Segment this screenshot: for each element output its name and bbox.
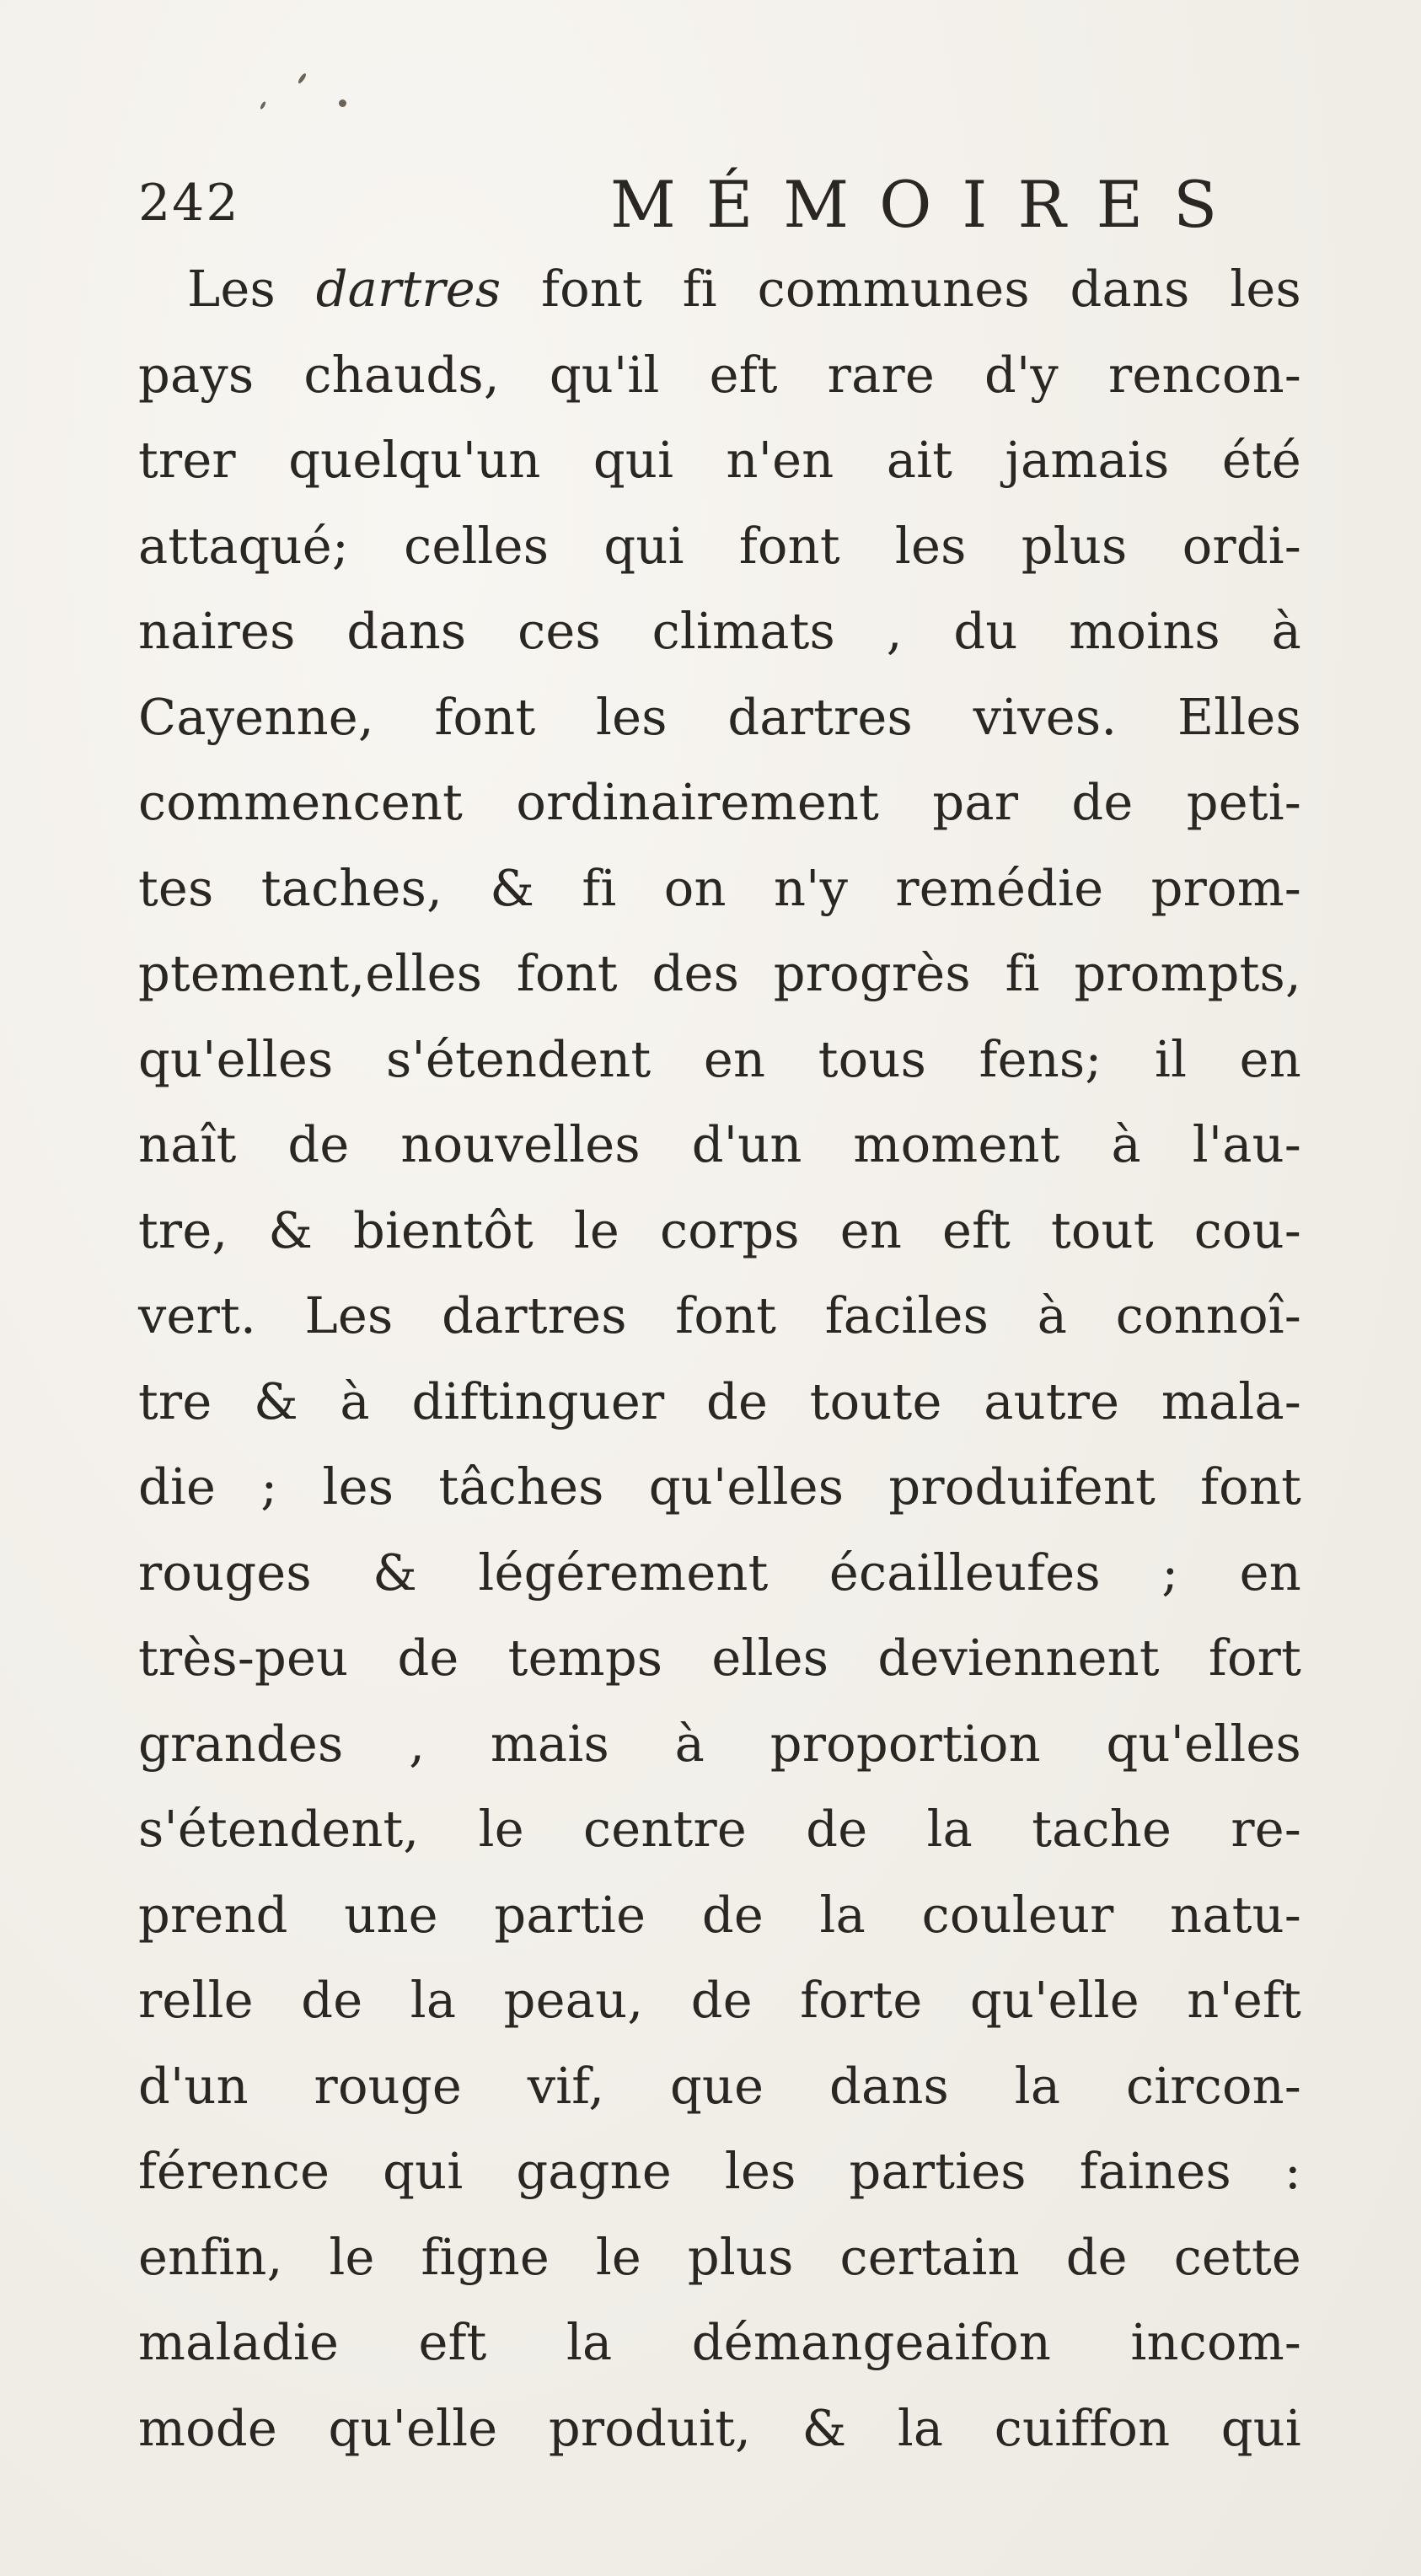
page-header xyxy=(138,158,1248,251)
running-head: MÉMOIRES xyxy=(610,167,1248,242)
text-line: tre, & bientôt le corps en eft tout cou- xyxy=(138,1200,1301,1259)
text-line: d'un rouge vif, que dans la circon- xyxy=(138,2056,1301,2115)
text-fragment: Les xyxy=(187,260,316,318)
text-line: pays chauds, qu'il eft rare d'y rencon- xyxy=(138,345,1301,404)
text-line: tes taches, & fi on n'y remédie prom- xyxy=(138,858,1301,917)
text-line: mode qu'elle produit, & la cuiffon qui xyxy=(138,2398,1301,2457)
text-line: naît de nouvelles d'un moment à l'au- xyxy=(138,1115,1301,1173)
text-line: prend une partie de la couleur natu- xyxy=(138,1885,1301,1944)
text-line: naires dans ces climats , du moins à xyxy=(138,602,1301,660)
text-line: relle de la peau, de forte qu'elle n'eft xyxy=(138,1971,1301,2029)
text-line: die ; les tâches qu'elles produifent font xyxy=(138,1457,1301,1516)
ink-speck xyxy=(260,101,266,110)
text-line: s'étendent, le centre de la tache re- xyxy=(138,1800,1301,1858)
ink-speck xyxy=(339,99,346,107)
text-line xyxy=(138,246,1301,332)
text-line: ptement,elles font des progrès fi prompts, xyxy=(138,944,1301,1002)
italic-term: dartres xyxy=(315,260,501,318)
page-number: 242 xyxy=(138,174,240,233)
body-text xyxy=(138,246,1301,2471)
text-line: attaqué; celles qui font les plus ordi- xyxy=(138,516,1301,575)
ink-speck xyxy=(297,72,307,84)
text-line: commencent ordinairement par de peti- xyxy=(138,773,1301,831)
text-line: rouges & légérement écailleufes ; en xyxy=(138,1543,1301,1602)
text-line: trer quelqu'un qui n'en ait jamais été xyxy=(138,431,1301,489)
text-line: très-peu de temps elles deviennent fort xyxy=(138,1629,1301,1687)
text-line: maladie eft la démangeaifon incom- xyxy=(138,2313,1301,2371)
text-line: tre & à diftinguer de toute autre mala- xyxy=(138,1371,1301,1430)
text-line: enfin, le figne le plus certain de cette xyxy=(138,2227,1301,2286)
text-line: vert. Les dartres font faciles à connoî- xyxy=(138,1286,1301,1344)
text-line: Cayenne, font les dartres vives. Elles xyxy=(138,687,1301,746)
text-line: férence qui gagne les parties faines : xyxy=(138,2142,1301,2200)
text-line: grandes , mais à proportion qu'elles xyxy=(138,1714,1301,1773)
text-fragment: font fi communes dans les xyxy=(501,260,1301,318)
text-line: qu'elles s'étendent en tous fens; il en xyxy=(138,1029,1301,1088)
